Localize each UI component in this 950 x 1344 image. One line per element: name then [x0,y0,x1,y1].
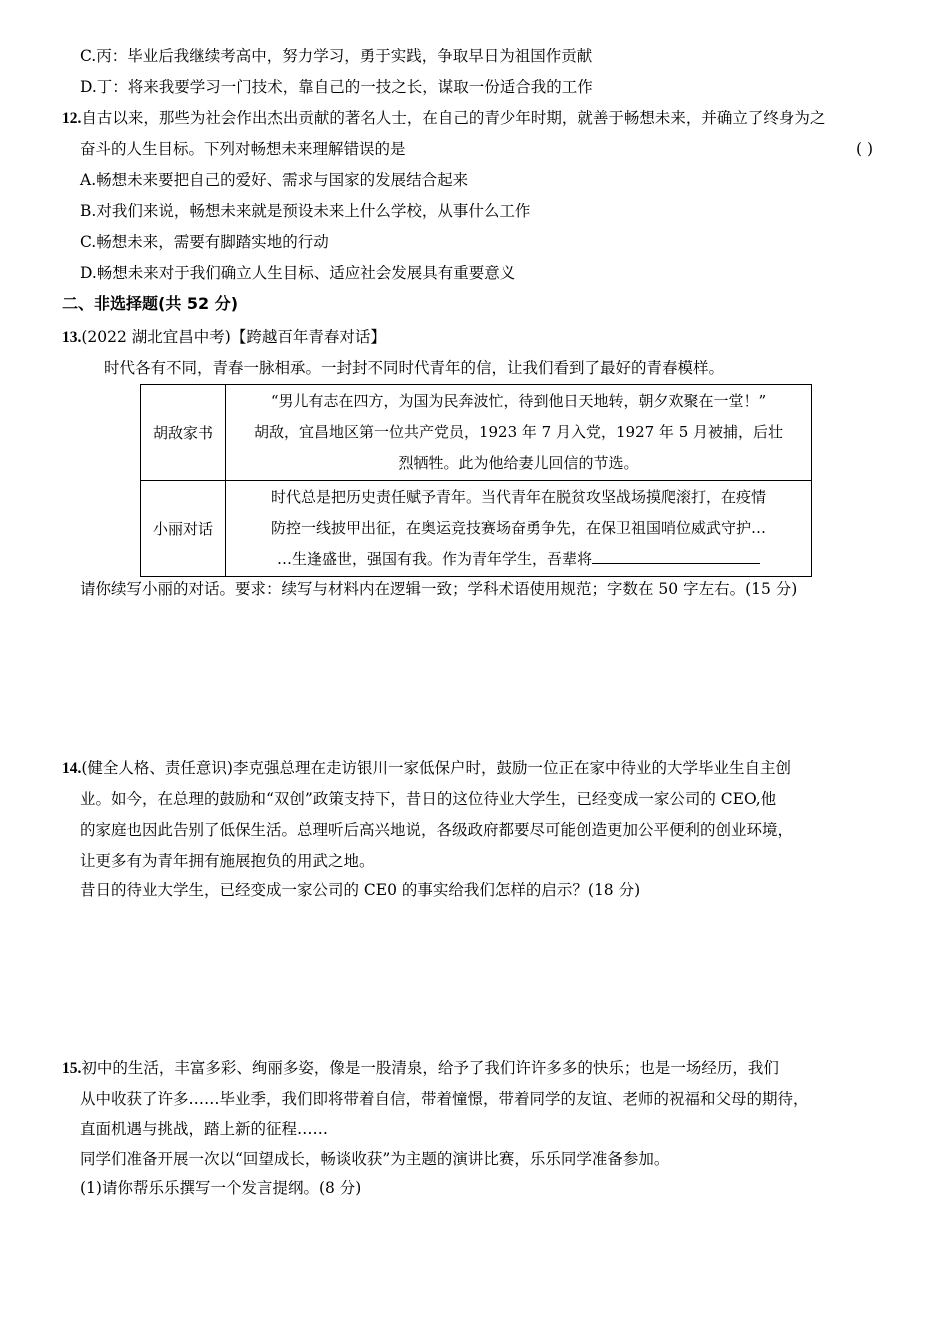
q14-stem-line1: 14.(健全人格、责任意识)李克强总理在走访银川一家低保户时，鼓励一位正在家中待业的大学毕业生自主创 [62,759,791,777]
q13-material-table [140,384,812,577]
q15-stem-line3: 直面机遇与挑战，踏上新的征程…… [80,1120,329,1138]
q15-stem-line1: 15.初中的生活，丰富多彩、绚丽多姿，像是一股清泉，给予了我们许许多多的快乐；也是一场经历，我们 [62,1059,779,1077]
fill-in-blank[interactable] [592,545,760,564]
row-content-hudi-letter: “男儿有志在四方，为国为民奔波忙，待到他日天地转，朝夕欢聚在一堂！” 胡敌，宜昌地区第一位共产党员，1923 年 7 月入党，1927 年 5 月被捕，后壮 烈牺牲。此为他给妻儿回信的节选。 [226,385,812,481]
q15-number: 15. [62,1060,82,1077]
q15-subquestion-1: (1)请你帮乐乐撰写一个发言提纲。(8 分) [80,1179,362,1197]
q14-stem-line4: 让更多有为青年拥有施展抱负的用武之地。 [80,852,375,870]
row-label-hudi-letter: 胡敌家书 [141,385,226,481]
q12-answer-paren: ( ) [856,140,874,158]
q12-stem-line2: 奋斗的人生目标。下列对畅想未来理解错误的是 [80,140,406,158]
q12-stem-line1: 12.自古以来，那些为社会作出杰出贡献的著名人士，在自己的青少年时期，就善于畅想未来，并确立了终身为之 [62,109,826,127]
q13-header: 13.(2022 湖北宜昌中考)【跨越百年青春对话】 [62,328,386,346]
table-row [141,385,812,481]
q15-stem-line4: 同学们准备开展一次以“回望成长，畅谈收获”为主题的演讲比赛，乐乐同学准备参加。 [80,1150,670,1168]
q13-task: 请你续写小丽的对话。要求：续写与材料内在逻辑一致；学科术语使用规范；字数在 50 字左右。(15 分) [80,580,798,598]
section-title-non-choice: 二、非选择题(共 52 分) [62,294,239,313]
q12-number: 12. [62,110,82,127]
q15-stem-line2: 从中收获了许多……毕业季，我们即将带着自信，带着憧憬，带着同学的友谊、老师的祝福和父母的期待， [80,1090,809,1108]
q12-option-a: A.畅想未来要把自己的爱好、需求与国家的发展结合起来 [80,171,469,189]
q12-option-d: D.畅想未来对于我们确立人生目标、适应社会发展具有重要意义 [80,264,516,282]
q14-task: 昔日的待业大学生，已经变成一家公司的 CE0 的事实给我们怎样的启示？(18 分) [80,881,641,899]
q11-option-c: C.丙：毕业后我继续考高中，努力学习，勇于实践，争取早日为祖国作贡献 [80,47,593,65]
q11-option-d: D.丁：将来我要学习一门技术，靠自己的一技之长，谋取一份适合我的工作 [80,78,593,96]
table-row [141,481,812,577]
q12-option-b: B.对我们来说，畅想未来就是预设未来上什么学校，从事什么工作 [80,202,531,220]
q14-stem-line3: 的家庭也因此告别了低保生活。总理听后高兴地说，各级政府都要尽可能创造更加公平便利的创业环境， [80,821,794,839]
q12-option-c: C.畅想未来，需要有脚踏实地的行动 [80,233,329,251]
row-label-xiaoli-dialogue: 小丽对话 [141,481,226,577]
q14-number: 14. [62,760,82,777]
q13-number: 13. [62,329,82,346]
q13-intro: 时代各有不同，青春一脉相承。一封封不同时代青年的信，让我们看到了最好的青春模样。 [104,359,725,377]
row-content-xiaoli-dialogue: 时代总是把历史责任赋予青年。当代青年在脱贫攻坚战场摸爬滚打，在疫情 防控一线披甲出征，在奥运竞技赛场奋勇争先，在保卫祖国哨位威武守护… …生逢盛世，强国有我。作为青年学生，吾辈将 [226,481,812,577]
q14-stem-line2: 业。如今，在总理的鼓励和“双创”政策支持下，昔日的这位待业大学生，已经变成一家公司的 CEO,他 [80,790,777,808]
